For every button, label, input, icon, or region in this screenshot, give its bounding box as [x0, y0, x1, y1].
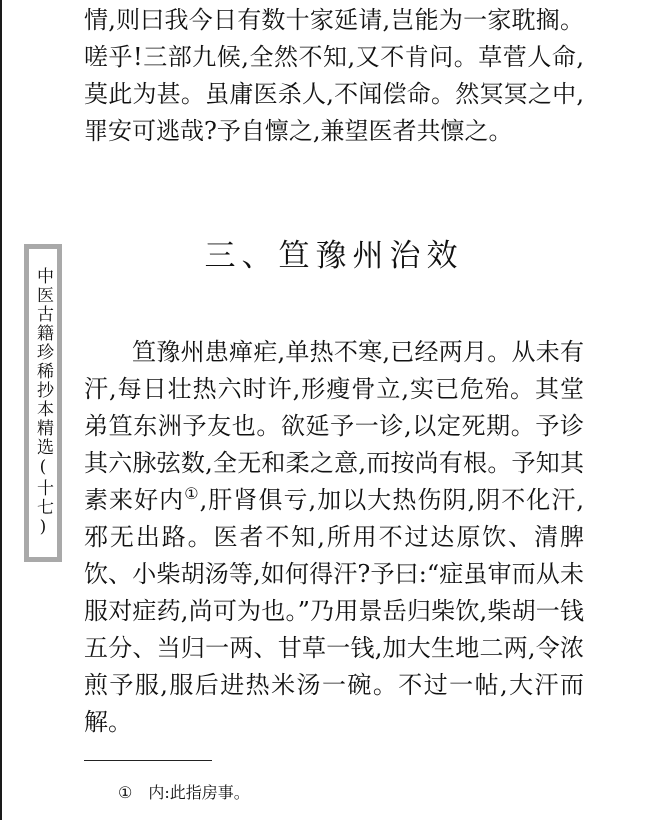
case-text-part-2: ,肝肾俱亏,加以大热伤阴,阴不化汗,邪无出路。医者不知,所用不过达原饮、清脾饮、小柴胡汤等,如何得汗?予曰:“症虽审而从未服对症药,尚可为也。”乃用景岳归柴饮,柴胡一钱五分、当归一两、甘草一钱,加大生地二两,令浓煎予服,服后进热米汤一碗。不过一帖,大汗而解。	[84, 486, 585, 736]
series-title-vertical: 中医古籍珍稀抄本精选(十七)	[33, 267, 53, 539]
footnote-reference: ①	[184, 484, 200, 503]
page-left-border	[0, 0, 2, 820]
section-heading: 三、笪豫州治效	[204, 238, 464, 274]
case-text-part-1: 笪豫州患瘅疟,单热不寒,已经两月。从未有汗,每日壮热六时许,形瘦骨立,实已危殆。其堂弟笪东洲予友也。欲延予一诊,以定死期。予诊其六脉弦数,全无和柔之意,而按尚有根。予知其素来好内	[84, 338, 584, 514]
book-series-side-label	[24, 244, 62, 562]
continued-paragraph: 情,则曰我今日有数十家延请,岂能为一家耽搁。嗟乎!三部九候,全然不知,又不肯问。草菅人命,莫此为甚。虽庸医杀人,不闻偿命。然冥冥之中,罪安可逃哉?予自懔之,兼望医者共懔之。	[84, 6, 584, 145]
footnote-text: 内:此指房事。	[148, 783, 250, 802]
footnote-number: ①	[118, 783, 133, 802]
case-paragraph	[84, 334, 584, 741]
footnote-separator	[84, 760, 212, 761]
footnote	[118, 782, 250, 804]
